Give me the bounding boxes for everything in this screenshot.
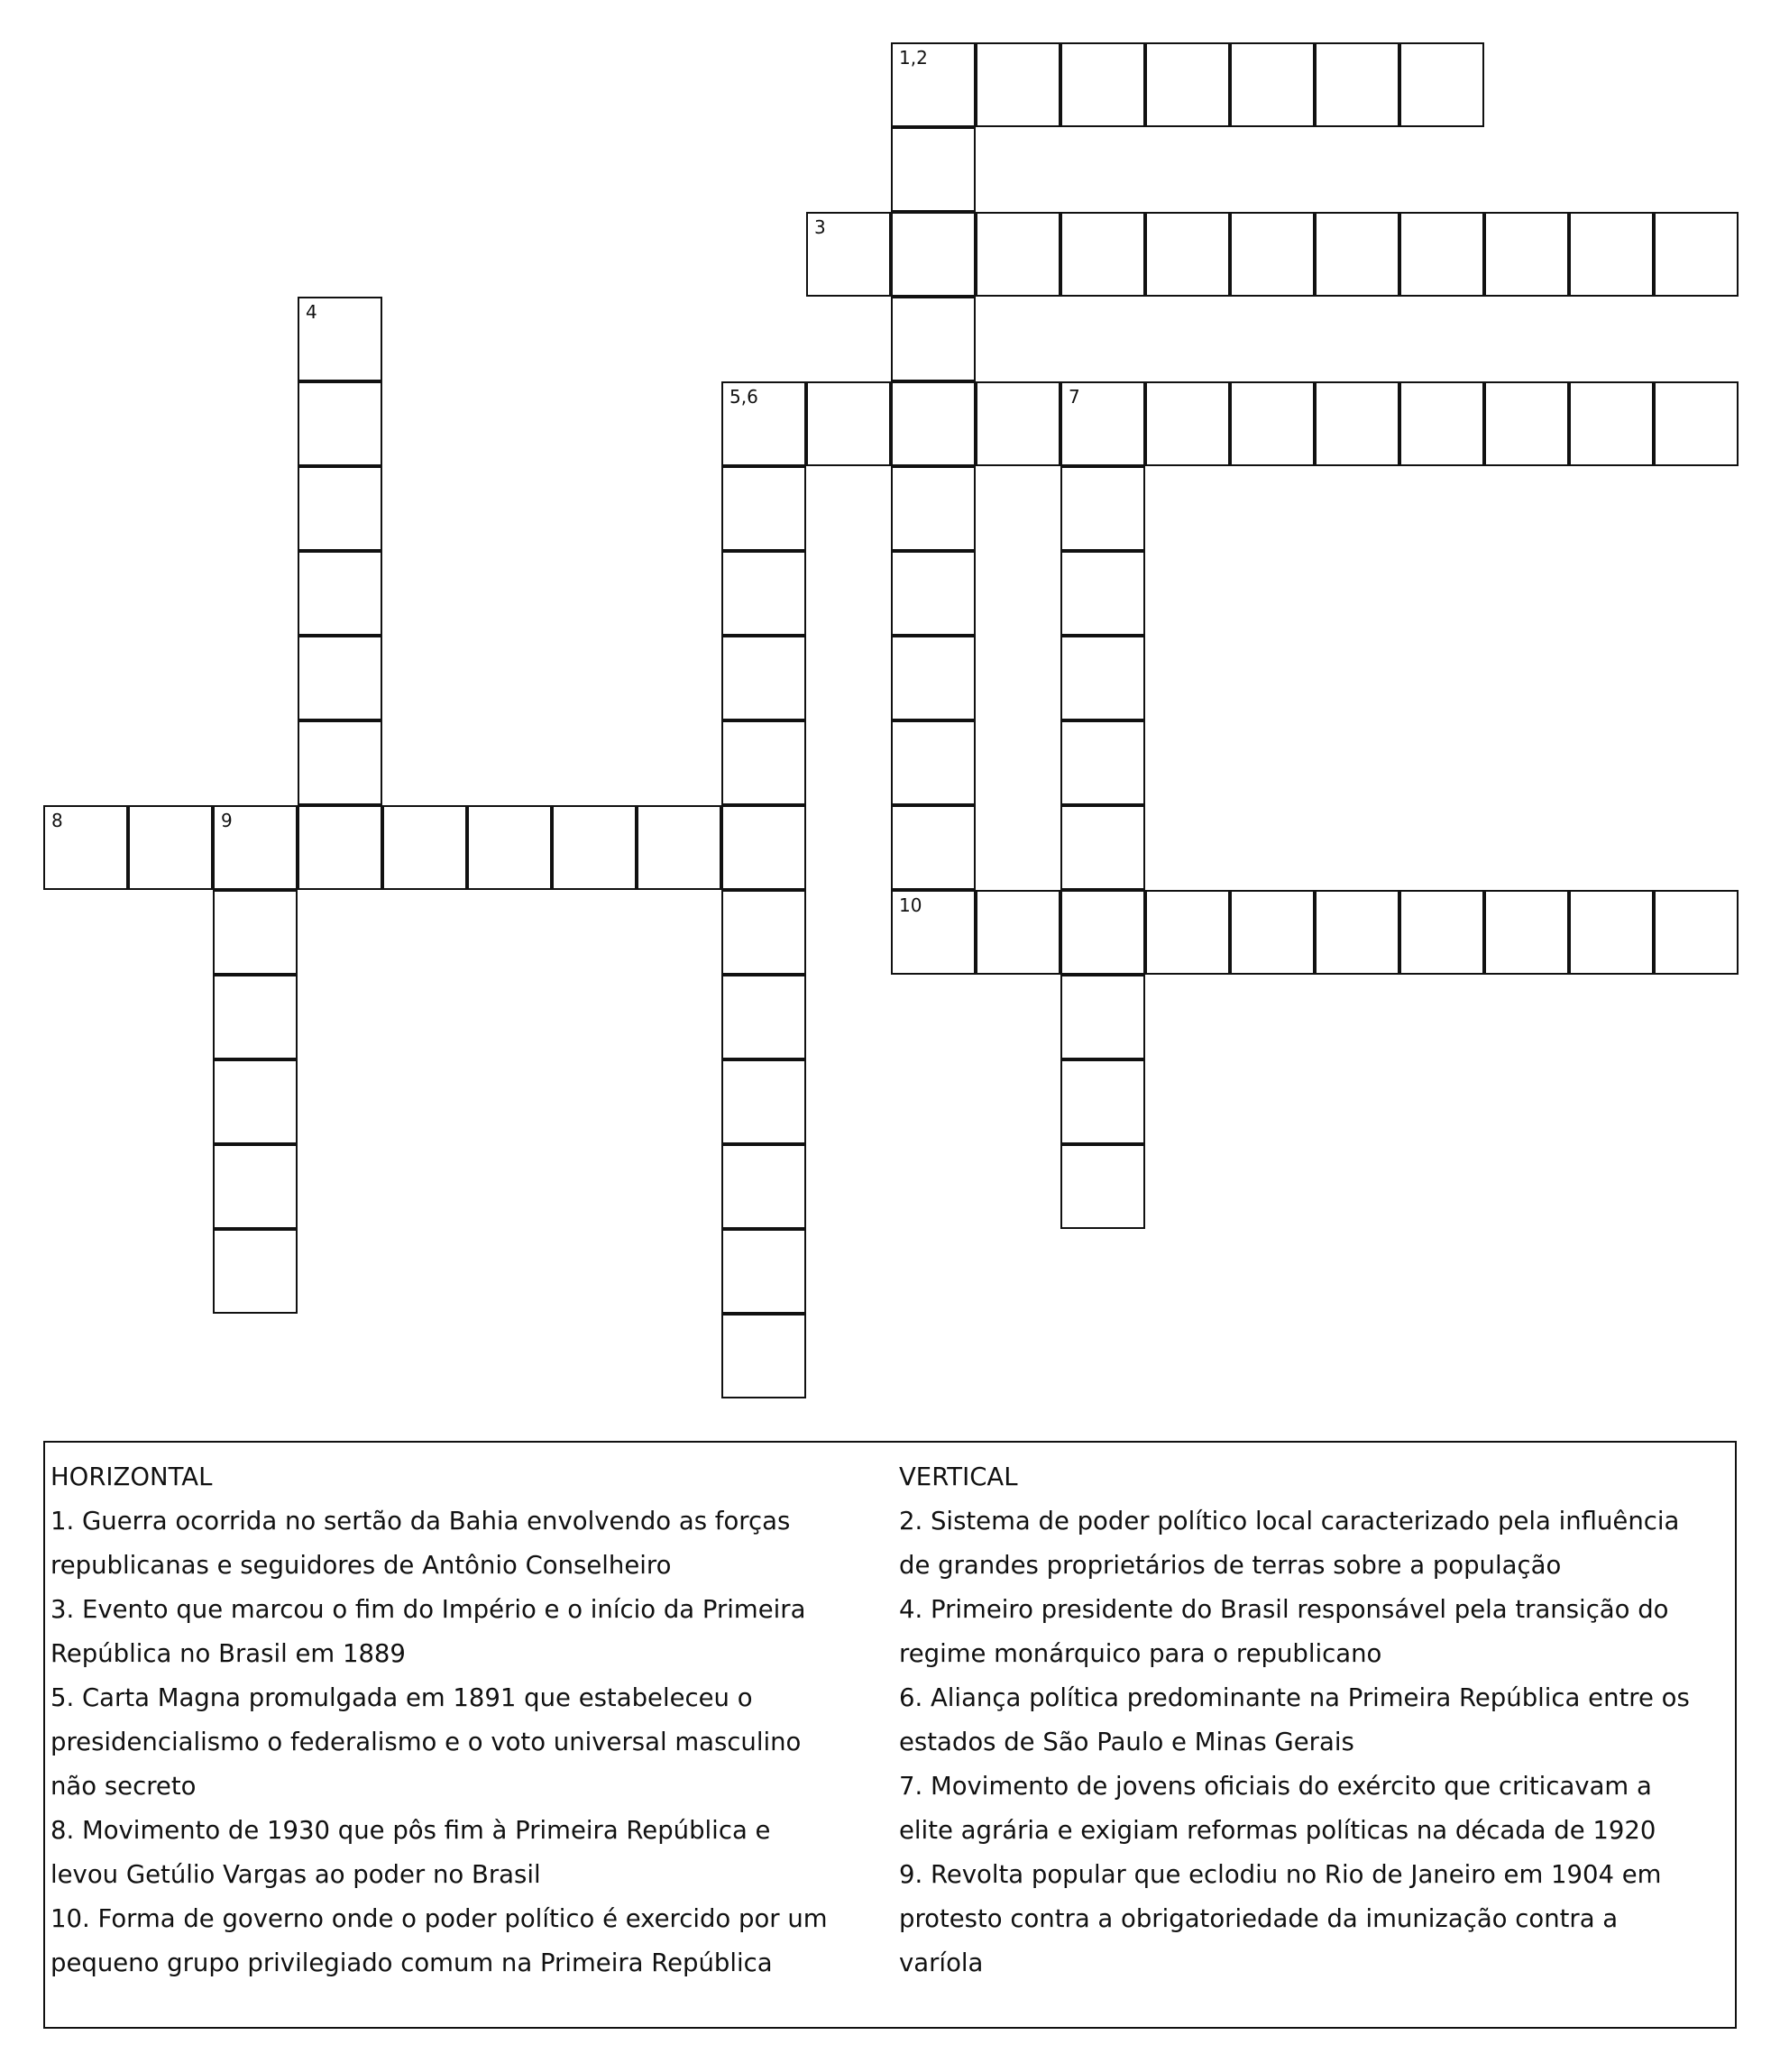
crossword-cell[interactable] — [1230, 212, 1315, 297]
crossword-cell[interactable] — [1145, 212, 1230, 297]
clue-number: 4 — [306, 301, 317, 323]
crossword-cell[interactable] — [1569, 212, 1654, 297]
crossword-cell[interactable] — [721, 720, 806, 805]
crossword-cell[interactable] — [298, 805, 382, 890]
crossword-cell[interactable] — [891, 297, 976, 381]
crossword-cell[interactable] — [1060, 212, 1145, 297]
crossword-cell[interactable] — [1569, 381, 1654, 466]
clue-number: 8 — [51, 810, 63, 831]
crossword-cell[interactable] — [1230, 890, 1315, 975]
crossword-cell[interactable] — [552, 805, 637, 890]
clue-number: 1,2 — [899, 47, 928, 69]
crossword-cell[interactable] — [213, 805, 298, 890]
crossword-cell[interactable] — [213, 1229, 298, 1314]
crossword-cell[interactable] — [298, 297, 382, 381]
crossword-cell[interactable] — [298, 720, 382, 805]
crossword-cell[interactable] — [721, 890, 806, 975]
crossword-cell[interactable] — [467, 805, 552, 890]
crossword-cell[interactable] — [806, 212, 891, 297]
horizontal-clues — [50, 1455, 844, 1985]
crossword-cell[interactable] — [721, 1229, 806, 1314]
crossword-cell[interactable] — [1060, 42, 1145, 127]
clue-vertical-4: 4. Primeiro presidente do Brasil responsável pela transição do regime monárquico para o republicano — [899, 1595, 1669, 1668]
crossword-cell[interactable] — [1230, 381, 1315, 466]
clue-horizontal-8: 8. Movimento de 1930 que pôs fim à Primeira República e levou Getúlio Vargas ao poder no Brasil — [50, 1816, 771, 1889]
crossword-cell[interactable] — [1484, 212, 1569, 297]
crossword-cell[interactable] — [1060, 466, 1145, 551]
crossword-cell[interactable] — [1060, 636, 1145, 720]
crossword-cell[interactable] — [213, 1144, 298, 1229]
crossword-cell[interactable] — [721, 466, 806, 551]
crossword-cell[interactable] — [1060, 720, 1145, 805]
crossword-cell[interactable] — [1399, 381, 1484, 466]
crossword-cell[interactable] — [721, 381, 806, 466]
clues-box — [43, 1441, 1737, 2029]
crossword-cell[interactable] — [298, 551, 382, 636]
crossword-cell[interactable] — [891, 127, 976, 212]
clue-vertical-7: 7. Movimento de jovens oficiais do exército que criticavam a elite agrária e exigiam reformas políticas na década de 1920 — [899, 1772, 1656, 1845]
crossword-cell[interactable] — [298, 636, 382, 720]
crossword-cell[interactable] — [1315, 212, 1399, 297]
crossword-cell[interactable] — [976, 212, 1060, 297]
crossword-cell[interactable] — [1399, 890, 1484, 975]
clue-number: 10 — [899, 894, 922, 916]
crossword-cell[interactable] — [891, 212, 976, 297]
crossword-cell[interactable] — [382, 805, 467, 890]
clue-horizontal-1: 1. Guerra ocorrida no sertão da Bahia envolvendo as forças republicanas e seguidores de Antônio Conselheiro — [50, 1507, 791, 1580]
crossword-cell[interactable] — [298, 466, 382, 551]
crossword-cell[interactable] — [891, 551, 976, 636]
crossword-cell[interactable] — [976, 890, 1060, 975]
crossword-cell[interactable] — [891, 890, 976, 975]
crossword-cell[interactable] — [637, 805, 721, 890]
crossword-cell[interactable] — [1484, 381, 1569, 466]
crossword-cell[interactable] — [891, 636, 976, 720]
crossword-cell[interactable] — [298, 381, 382, 466]
crossword-cell[interactable] — [1060, 890, 1145, 975]
clue-number: 3 — [814, 216, 826, 238]
clue-horizontal-3: 3. Evento que marcou o fim do Império e o início da Primeira República no Brasil em 1889 — [50, 1595, 806, 1668]
crossword-cell[interactable] — [1484, 890, 1569, 975]
crossword-cell[interactable] — [891, 720, 976, 805]
clue-number: 9 — [221, 810, 233, 831]
crossword-cell[interactable] — [1145, 381, 1230, 466]
clue-vertical-2: 2. Sistema de poder político local caracterizado pela influência de grandes proprietários de terras sobre a população — [899, 1507, 1680, 1580]
crossword-cell[interactable] — [721, 1144, 806, 1229]
crossword-cell[interactable] — [1399, 42, 1484, 127]
crossword-cell[interactable] — [891, 805, 976, 890]
clue-number: 5,6 — [729, 386, 758, 408]
crossword-cell[interactable] — [1399, 212, 1484, 297]
crossword-cell[interactable] — [213, 890, 298, 975]
crossword-cell[interactable] — [891, 42, 976, 127]
crossword-cell[interactable] — [806, 381, 891, 466]
crossword-cell[interactable] — [1060, 381, 1145, 466]
crossword-cell[interactable] — [128, 805, 213, 890]
crossword-cell[interactable] — [1315, 381, 1399, 466]
crossword-cell[interactable] — [1569, 890, 1654, 975]
crossword-cell[interactable] — [1315, 890, 1399, 975]
crossword-cell[interactable] — [976, 381, 1060, 466]
crossword-cell[interactable] — [213, 975, 298, 1059]
crossword-cell[interactable] — [1230, 42, 1315, 127]
crossword-cell[interactable] — [1145, 42, 1230, 127]
crossword-cell[interactable] — [721, 636, 806, 720]
crossword-cell[interactable] — [1060, 1144, 1145, 1229]
crossword-cell[interactable] — [1654, 890, 1739, 975]
crossword-cell[interactable] — [891, 381, 976, 466]
clue-vertical-9: 9. Revolta popular que eclodiu no Rio de Janeiro em 1904 em protesto contra a obrigatoriedade da imunização contra a varíola — [899, 1860, 1662, 1977]
crossword-cell[interactable] — [721, 975, 806, 1059]
clue-horizontal-5: 5. Carta Magna promulgada em 1891 que estabeleceu o presidencialismo o federalismo e o voto universal masculino não secreto — [50, 1683, 802, 1801]
crossword-cell[interactable] — [1654, 212, 1739, 297]
crossword-cell[interactable] — [1060, 1059, 1145, 1144]
horizontal-title: HORIZONTAL — [50, 1462, 213, 1491]
crossword-cell[interactable] — [721, 805, 806, 890]
crossword-cell[interactable] — [891, 466, 976, 551]
clue-vertical-6: 6. Aliança política predominante na Primeira República entre os estados de São Paulo e Minas Gerais — [899, 1683, 1690, 1756]
vertical-title: VERTICAL — [899, 1462, 1018, 1491]
crossword-cell[interactable] — [1315, 42, 1399, 127]
clue-horizontal-10: 10. Forma de governo onde o poder político é exercido por um pequeno grupo privilegiado comum na Primeira República — [50, 1904, 828, 1977]
crossword-cell[interactable] — [721, 551, 806, 636]
vertical-clues — [899, 1455, 1693, 1985]
crossword-cell[interactable] — [721, 1314, 806, 1398]
crossword-cell[interactable] — [1060, 805, 1145, 890]
crossword-cell[interactable] — [1060, 975, 1145, 1059]
clue-number: 7 — [1069, 386, 1080, 408]
crossword-cell[interactable] — [1654, 381, 1739, 466]
crossword-cell[interactable] — [721, 1059, 806, 1144]
crossword-cell[interactable] — [213, 1059, 298, 1144]
crossword-cell[interactable] — [1145, 890, 1230, 975]
crossword-cell[interactable] — [1060, 551, 1145, 636]
crossword-cell[interactable] — [43, 805, 128, 890]
crossword-cell[interactable] — [976, 42, 1060, 127]
